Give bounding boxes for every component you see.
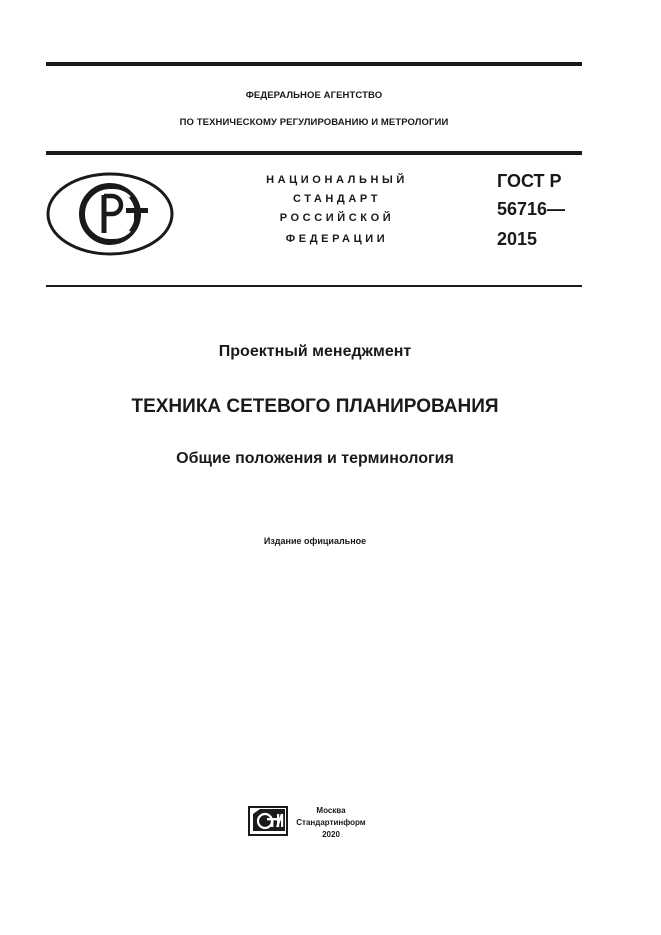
edition-note: Издание официальное (263, 536, 367, 546)
subject-title: Проектный менеджмент (218, 343, 412, 360)
middle-rule (46, 151, 582, 155)
rst-certification-emblem-icon (46, 172, 174, 256)
standartinform-logo-icon (248, 806, 288, 836)
publisher-year: 2020 (322, 830, 340, 839)
national-standard-line-4: ФЕДЕРАЦИИ (285, 233, 389, 245)
agency-line-1: ФЕДЕРАЛЬНОЕ АГЕНТСТВО (245, 90, 383, 101)
standard-code-line-3: 2015 (497, 229, 538, 249)
publisher-city: Москва (316, 806, 346, 815)
national-standard-line-1: НАЦИОНАЛЬНЫЙ (266, 174, 408, 186)
standard-code-line-2: 56716— (497, 199, 566, 219)
subtitle: Общие положения и терминология (176, 450, 454, 467)
bottom-rule (46, 285, 582, 287)
national-standard-line-2: СТАНДАРТ (292, 193, 382, 205)
publisher-name: Стандартинформ (296, 818, 366, 827)
agency-line-2: ПО ТЕХНИЧЕСКОМУ РЕГУЛИРОВАНИЮ И МЕТРОЛОГИИ (179, 117, 449, 128)
top-rule (46, 62, 582, 66)
standard-code-line-1: ГОСТ Р (497, 171, 562, 191)
main-title: ТЕХНИКА СЕТЕВОГО ПЛАНИРОВАНИЯ (131, 396, 499, 417)
national-standard-line-3: РОССИЙСКОЙ (279, 212, 395, 224)
